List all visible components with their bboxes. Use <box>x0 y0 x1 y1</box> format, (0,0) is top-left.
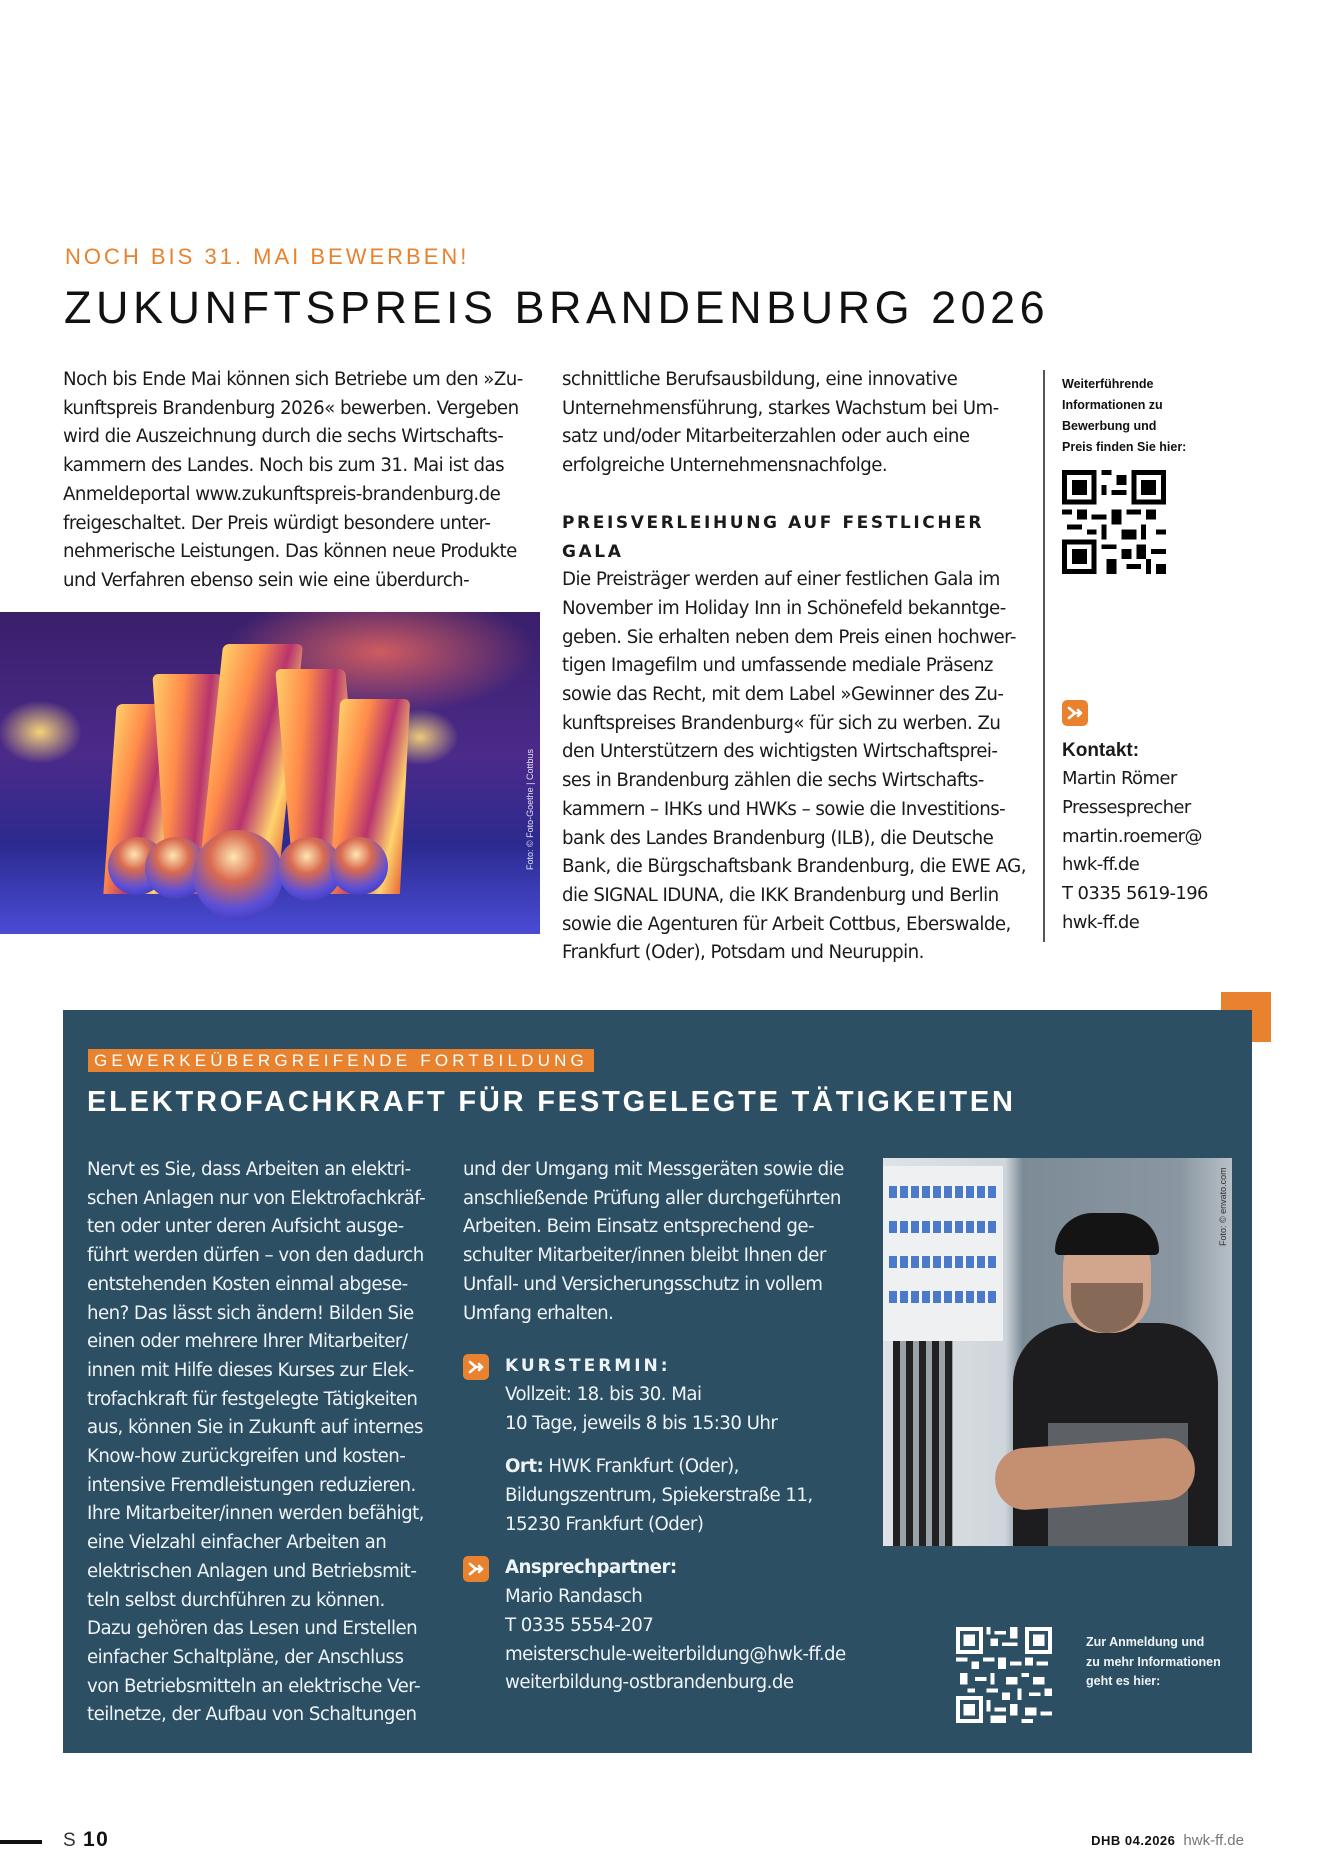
text-line: Dazu gehören das Lesen und Erstellen <box>87 1618 418 1640</box>
location-line: Bildungszentrum, Spiekerstraße 11, <box>505 1485 813 1507</box>
text-line: einen oder mehrere Ihrer Mitarbeiter/ <box>87 1331 408 1353</box>
text-line: kammern des Landes. Noch bis zum 31. Mai ist das <box>63 455 505 477</box>
course-dates-label: KURSTERMIN: <box>505 1356 671 1377</box>
text-line: sowie das Recht, mit dem Label »Gewinner des Zu- <box>562 684 1004 706</box>
text-line: wird die Auszeichnung durch die sechs Wirtschafts- <box>63 426 504 448</box>
text-line: satz und/oder Mitarbeiterzahlen oder auch eine <box>562 426 970 448</box>
qr-code-icon[interactable] <box>1062 470 1166 574</box>
text-line: freigeschaltet. Der Preis würdigt besondere unter- <box>63 512 491 534</box>
page-number <box>63 1828 109 1852</box>
text-line: kunftspreis Brandenburg 2026« bewerben. Vergeben <box>63 397 519 419</box>
text-line: trofachkraft für festgelegte Tätigkeiten <box>87 1388 418 1410</box>
text-line: erfolgreiche Unternehmensnachfolge. <box>562 455 888 477</box>
text-line: teilnetze, der Aufbau von Schaltungen <box>87 1704 417 1726</box>
sidebar-info-text <box>1062 374 1186 458</box>
text-line: den Unterstützern des wichtigsten Wirtschaftsprei- <box>562 741 998 763</box>
course-dates-line: 10 Tage, jeweils 8 bis 15:30 Uhr <box>505 1412 778 1434</box>
text-line: entstehenden Kosten einmal abgese- <box>87 1273 408 1295</box>
footer-website[interactable]: hwk-ff.de <box>1183 1832 1244 1849</box>
qr-caption <box>1086 1633 1221 1692</box>
text-line: und Verfahren ebenso sein wie eine überdurch- <box>63 569 470 591</box>
article1-column-1 <box>63 366 603 596</box>
text-line: hen? Das lässt sich ändern! Bilden Sie <box>87 1302 414 1324</box>
section-subheading: PREISVERLEIHUNG AUF FESTLICHER GALA <box>562 512 985 562</box>
website-link-line[interactable]: Anmeldeportal www.zukunftspreis-brandenburg.de <box>63 483 501 505</box>
contact-role: Pressesprecher <box>1062 796 1191 818</box>
text-line: Bewerbung und <box>1062 419 1157 433</box>
article-title: ZUKUNFTSPREIS BRANDENBURG 2026 <box>64 282 1050 333</box>
text-line: geben. Sie erhalten neben dem Preis einen hochwer- <box>562 626 1016 648</box>
text-line: intensive Fremdleistungen reduzieren. <box>87 1474 416 1496</box>
contact-website[interactable]: hwk-ff.de <box>1062 911 1140 933</box>
text-line: kunftspreises Brandenburg« für sich zu werben. Zu <box>562 712 1001 734</box>
course-box <box>63 1010 1252 1753</box>
text-line: Know-how zurückgreifen und kosten- <box>87 1446 406 1468</box>
issue-label: DHB 04.2026 <box>1091 1833 1176 1848</box>
arrow-right-icon <box>1062 700 1088 726</box>
breaker-row <box>889 1186 997 1198</box>
text-line: einfacher Schaltpläne, der Anschluss <box>87 1646 404 1668</box>
text-line: kammern – IHKs und HWKs – sowie die Investitions- <box>562 798 1006 820</box>
text-line: Bank, die Bürgschaftsbank Brandenburg, die EWE AG, <box>562 856 1026 878</box>
text-line: Frankfurt (Oder), Potsdam und Neuruppin. <box>562 942 924 964</box>
course-dates-line: Vollzeit: 18. bis 30. Mai <box>505 1383 702 1405</box>
course-dates-section <box>463 1352 846 1438</box>
contact-email[interactable]: hwk-ff.de <box>1062 854 1140 876</box>
text-line: innen mit Hilfe dieses Kurses zur Elek- <box>87 1359 414 1381</box>
article-kicker: NOCH BIS 31. MAI BEWERBEN! <box>65 244 470 269</box>
course-column-2 <box>463 1156 846 1698</box>
electrician-photo <box>883 1158 1232 1546</box>
trophy-base <box>193 830 283 920</box>
text-line: tigen Imagefilm und umfassende mediale Präsenz <box>562 655 993 677</box>
person-cap <box>1055 1213 1159 1255</box>
text-line: schnittliche Berufsausbildung, eine innovative <box>562 369 958 390</box>
contact-name: Martin Römer <box>1062 768 1177 789</box>
text-line: geht es hier: <box>1086 1674 1161 1688</box>
text-line: Unternehmensführung, starkes Wachstum bei Um- <box>562 397 999 419</box>
breaker-row <box>889 1291 997 1303</box>
contact-person-name: Mario Randasch <box>505 1586 643 1608</box>
text-line: bank des Landes Brandenburg (ILB), die Deutsche <box>562 827 994 849</box>
arrow-right-icon <box>463 1556 489 1582</box>
breaker-row <box>889 1221 997 1233</box>
text-line: schen Anlagen nur von Elektrofachkräf- <box>87 1187 426 1209</box>
contact-person-section <box>463 1554 846 1698</box>
text-line: Noch bis Ende Mai können sich Betriebe um den »Zu- <box>63 369 523 390</box>
trophy-photo <box>0 612 540 934</box>
article1-column-2 <box>562 366 1042 968</box>
arrow-right-icon <box>463 1354 489 1380</box>
contact-label: Kontakt: <box>1062 740 1140 761</box>
text-line: anschließende Prüfung aller durchgeführten <box>463 1187 841 1209</box>
text-line: von Betriebsmitteln an elektrische Ver- <box>87 1675 421 1697</box>
text-line: ses in Brandenburg zählen die sechs Wirtschafts- <box>562 770 984 792</box>
contact-block <box>1062 700 1208 938</box>
text-line: führt werden dürfen – von den dadurch <box>87 1245 424 1267</box>
contact-email[interactable]: martin.roemer@ <box>1062 825 1202 847</box>
location-section <box>463 1453 846 1539</box>
electrical-panel <box>883 1166 1003 1341</box>
text-line: Die Preisträger werden auf einer festlichen Gala im <box>562 569 1000 591</box>
text-line: Arbeiten. Beim Einsatz entsprechend ge- <box>463 1216 815 1238</box>
breaker-row <box>889 1256 997 1268</box>
page-prefix: S <box>63 1830 77 1851</box>
text-line: die SIGNAL IDUNA, die IKK Brandenburg und Berlin <box>562 884 999 906</box>
contact-person-phone[interactable]: T 0335 5554-207 <box>505 1614 654 1636</box>
text-line: nehmerische Leistungen. Das können neue Produkte <box>63 541 517 563</box>
location-value: HWK Frankfurt (Oder), <box>543 1456 739 1478</box>
text-line: Informationen zu <box>1062 398 1163 412</box>
text-line: Preis finden Sie hier: <box>1062 440 1187 454</box>
text-line: eine Vielzahl einfacher Arbeiten an <box>87 1532 387 1554</box>
trophy-base <box>330 837 388 895</box>
footer-publication <box>1091 1832 1244 1849</box>
course-title: ELEKTROFACHKRAFT FÜR FESTGELEGTE TÄTIGKEITEN <box>87 1086 1016 1118</box>
location-line: 15230 Frankfurt (Oder) <box>505 1513 704 1535</box>
text-line: und der Umgang mit Messgeräten sowie die <box>463 1159 844 1180</box>
location-label: Ort: <box>505 1456 544 1478</box>
qr-code-icon[interactable] <box>956 1627 1052 1723</box>
category-tag: GEWERKEÜBERGREIFENDE FORTBILDUNG <box>88 1049 594 1072</box>
contact-phone[interactable]: T 0335 5619-196 <box>1062 883 1208 905</box>
text-line: Unfall- und Versicherungsschutz in vollem <box>463 1273 823 1295</box>
text-line: Ihre Mitarbeiter/innen werden befähigt, <box>87 1503 424 1525</box>
photo-credit: Foto: © envato.com <box>1218 1167 1228 1246</box>
cables <box>893 1341 953 1546</box>
location-line <box>505 1453 846 1482</box>
text-line: ten oder unter deren Aufsicht ausge- <box>87 1216 404 1238</box>
text-line: schulter Mitarbeiter/innen bleibt Ihnen der <box>463 1245 826 1267</box>
page-number-value: 10 <box>82 1828 110 1851</box>
text-line: November im Holiday Inn in Schönefeld bekanntge- <box>562 597 1006 619</box>
text-line: elektrischen Anlagen und Betriebsmit- <box>87 1560 417 1582</box>
contact-person-email[interactable]: meisterschule-weiterbildung@hwk-ff.de <box>505 1643 846 1665</box>
course-column-1 <box>87 1156 425 1730</box>
image-credit: Foto: © Foto-Goethe | Cottbus <box>525 748 535 870</box>
text-line: sowie die Agenturen für Arbeit Cottbus, Eberswalde, <box>562 913 1011 935</box>
text-line: aus, können Sie in Zukunft auf internes <box>87 1417 423 1439</box>
text-line: Weiterführende <box>1062 377 1154 391</box>
text-line: teln selbst durchführen zu können. <box>87 1589 385 1611</box>
contact-person-website[interactable]: weiterbildung-ostbrandenburg.de <box>505 1672 794 1694</box>
text-line: Zur Anmeldung und <box>1086 1635 1205 1649</box>
footer-rule <box>0 1840 42 1844</box>
text-line: Umfang erhalten. <box>463 1302 614 1324</box>
column-divider <box>1043 370 1045 942</box>
text-line: Nervt es Sie, dass Arbeiten an elektri- <box>87 1159 411 1180</box>
text-line: zu mehr Informationen <box>1086 1654 1221 1669</box>
contact-person-label: Ansprechpartner: <box>505 1557 677 1579</box>
